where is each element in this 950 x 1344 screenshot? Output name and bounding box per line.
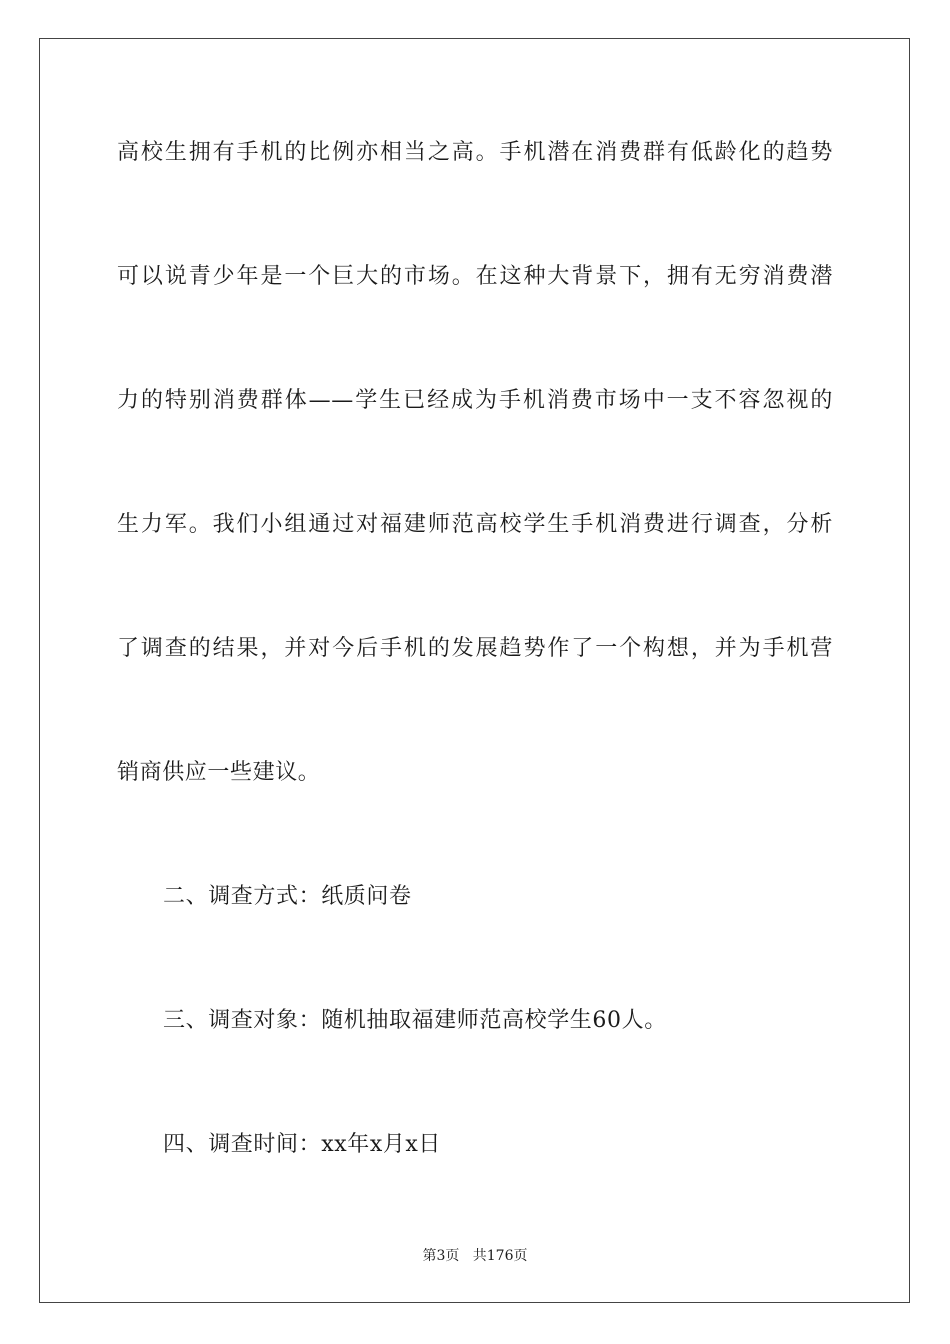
paragraph-line-4: 生力军。我们小组通过对福建师范高校学生手机消费进行调查，分析	[117, 512, 833, 537]
page-number: 第3页	[422, 1248, 460, 1264]
paragraph-line-1: 高校生拥有手机的比例亦相当之高。手机潜在消费群有低龄化的趋势	[117, 140, 833, 165]
section-survey-method: 二、调查方式：纸质问卷	[163, 884, 412, 909]
page-footer	[0, 1246, 950, 1266]
paragraph-line-5: 了调查的结果，并对今后手机的发展趋势作了一个构想，并为手机营	[117, 636, 833, 661]
section-survey-subject: 三、调查对象：随机抽取福建师范高校学生60人。	[163, 1008, 667, 1033]
paragraph-line-2: 可以说青少年是一个巨大的市场。在这种大背景下，拥有无穷消费潜	[117, 264, 833, 289]
total-pages: 共176页	[472, 1248, 528, 1264]
paragraph-line-6: 销商供应一些建议。	[117, 760, 321, 785]
paragraph-line-3: 力的特别消费群体——学生已经成为手机消费市场中一支不容忽视的	[117, 388, 833, 413]
page-border	[39, 38, 910, 1303]
section-survey-time: 四、调查时间：xx年x月x日	[163, 1132, 442, 1157]
